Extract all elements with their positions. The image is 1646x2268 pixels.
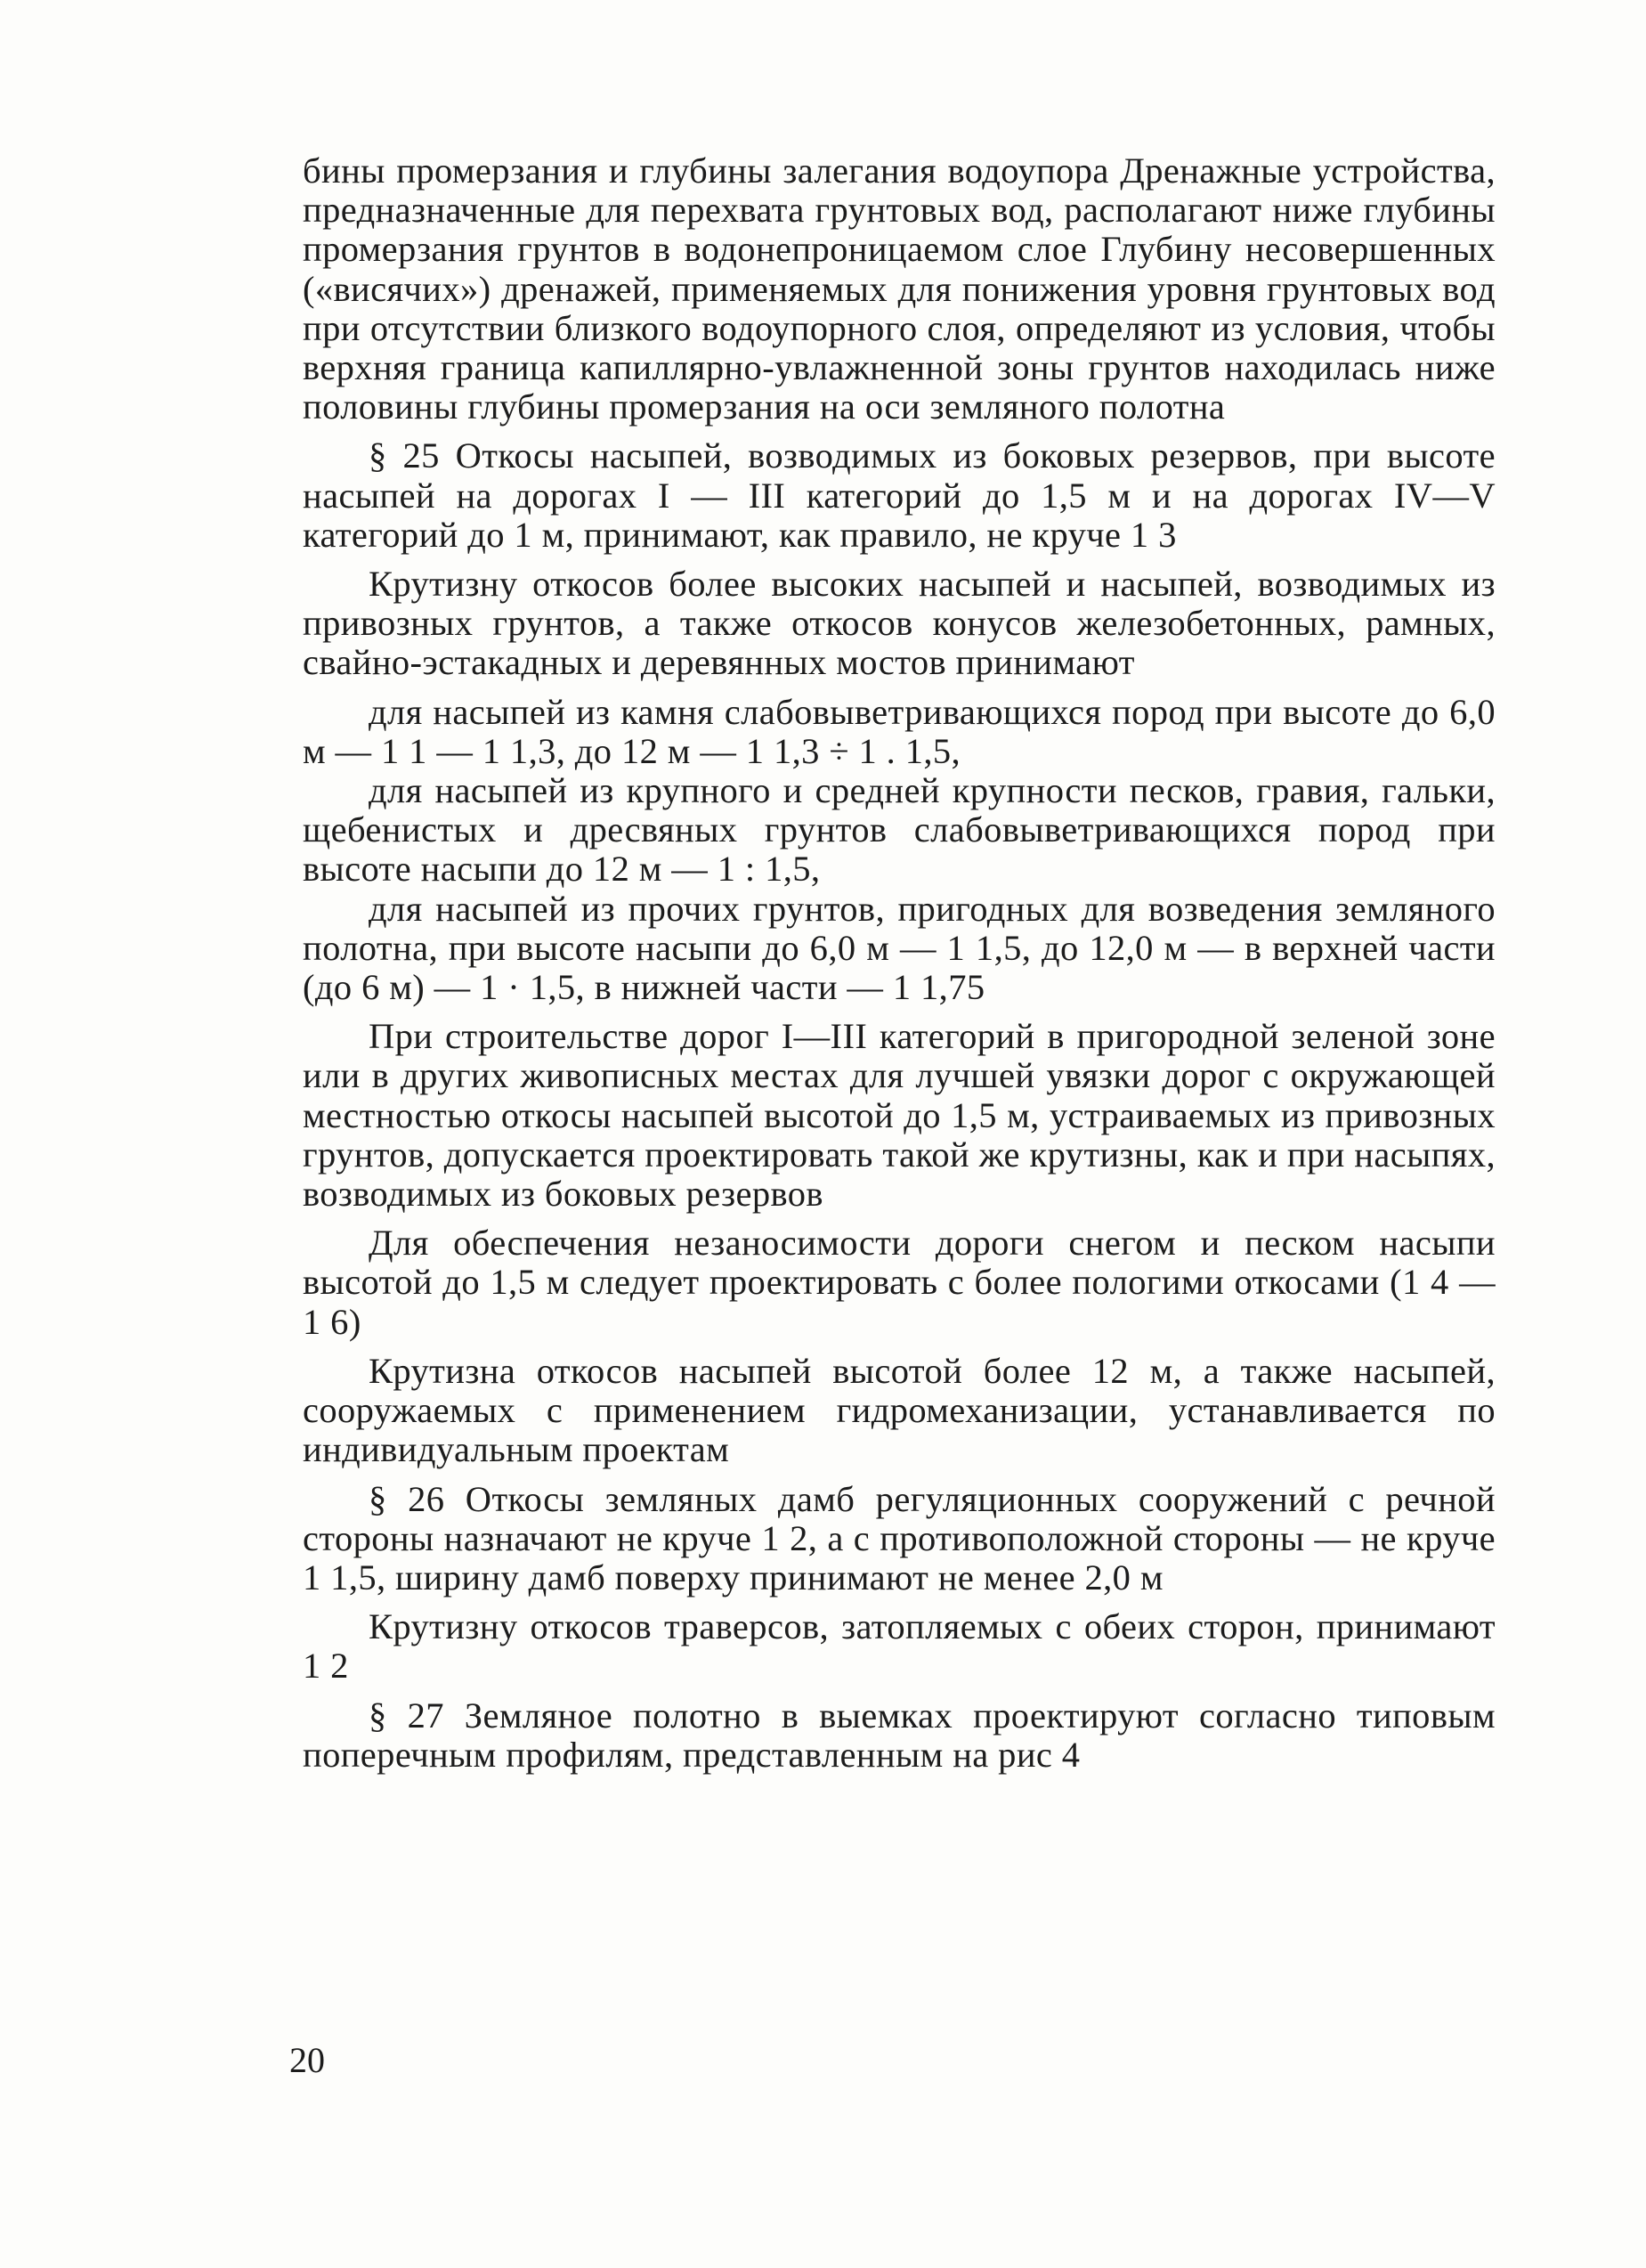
paragraph-8: Для обеспечения незаносимости дороги снегом и песком насыпи высотой до 1,5 м следует проектировать с более пологими откосами (1 4 — 1 6) [303,1223,1496,1342]
paragraph-1: бины промерзания и глубины залегания водоупора Дренажные устройства, предназначенные для перехвата грунтовых вод, располагают ниже глубины промерзания грунтов в водонепроницаемом слое Глубину несовершенных («висячих») дренажей, применяемых для понижения уровня грунтовых вод при отсутствии близкого водоупорного слоя, определяют из условия, чтобы верхняя граница капиллярно-увлажненной зоны грунтов находилась ниже половины глубины промерзания на оси земляного полотна [303,150,1496,427]
paragraph-3: Крутизну откосов более высоких насыпей и насыпей, возводимых из привозных грунтов, а также откосов конусов железобетонных, рамных, свайно-эстакадных и деревянных мостов принимают [303,564,1496,683]
paragraph-12: § 27 Земляное полотно в выемках проектируют согласно типовым поперечным профилям, представленным на рис 4 [303,1695,1496,1775]
paragraph-4: для насыпей из камня слабовыветривающихся пород при высоте до 6,0 м — 1 1 — 1 1,3, до 12 м — 1 1,3 ÷ 1 . 1,5, [303,691,1496,771]
paragraph-11: Крутизну откосов траверсов, затопляемых с обеих сторон, принимают 1 2 [303,1606,1496,1687]
paragraph-5: для насыпей из крупного и средней крупности песков, гравия, гальки, щебенистых и дресвяных грунтов слабовыветривающихся пород при высоте насыпи до 12 м — 1 : 1,5, [303,770,1496,890]
body-text [303,151,1496,1775]
paragraph-2: § 25 Откосы насыпей, возводимых из боковых резервов, при высоте насыпей на дорогах I — III категорий до 1,5 м и на дорогах IV—V категорий до 1 м, принимают, как правило, не круче 1 3 [303,435,1496,555]
paragraph-6: для насыпей из прочих грунтов, пригодных для возведения земляного полотна, при высоте насыпи до 6,0 м — 1 1,5, до 12,0 м — в верхней части (до 6 м) — 1 · 1,5, в нижней части — 1 1,75 [303,888,1496,1008]
paragraph-10: § 26 Откосы земляных дамб регуляционных сооружений с речной стороны назначают не круче 1 2, а с противоположной стороны — не круче 1 1,5, ширину дамб поверху принимают не менее 2,0 м [303,1478,1496,1597]
paragraph-9: Крутизна откосов насыпей высотой более 12 м, а также насыпей, сооружаемых с применением гидромеханизации, устанавливается по индивидуальным проектам [303,1350,1496,1470]
page-number: 20 [289,2040,325,2080]
paragraph-7: При строительстве дорог I—III категорий в пригородной зеленой зоне или в других живописных местах для лучшей увязки дорог с окружающей местностью откосы насыпей высотой до 1,5 м, устраиваемых из привозных грунтов, допускается проектировать такой же крутизны, как и при насыпях, возводимых из боковых резервов [303,1016,1496,1215]
